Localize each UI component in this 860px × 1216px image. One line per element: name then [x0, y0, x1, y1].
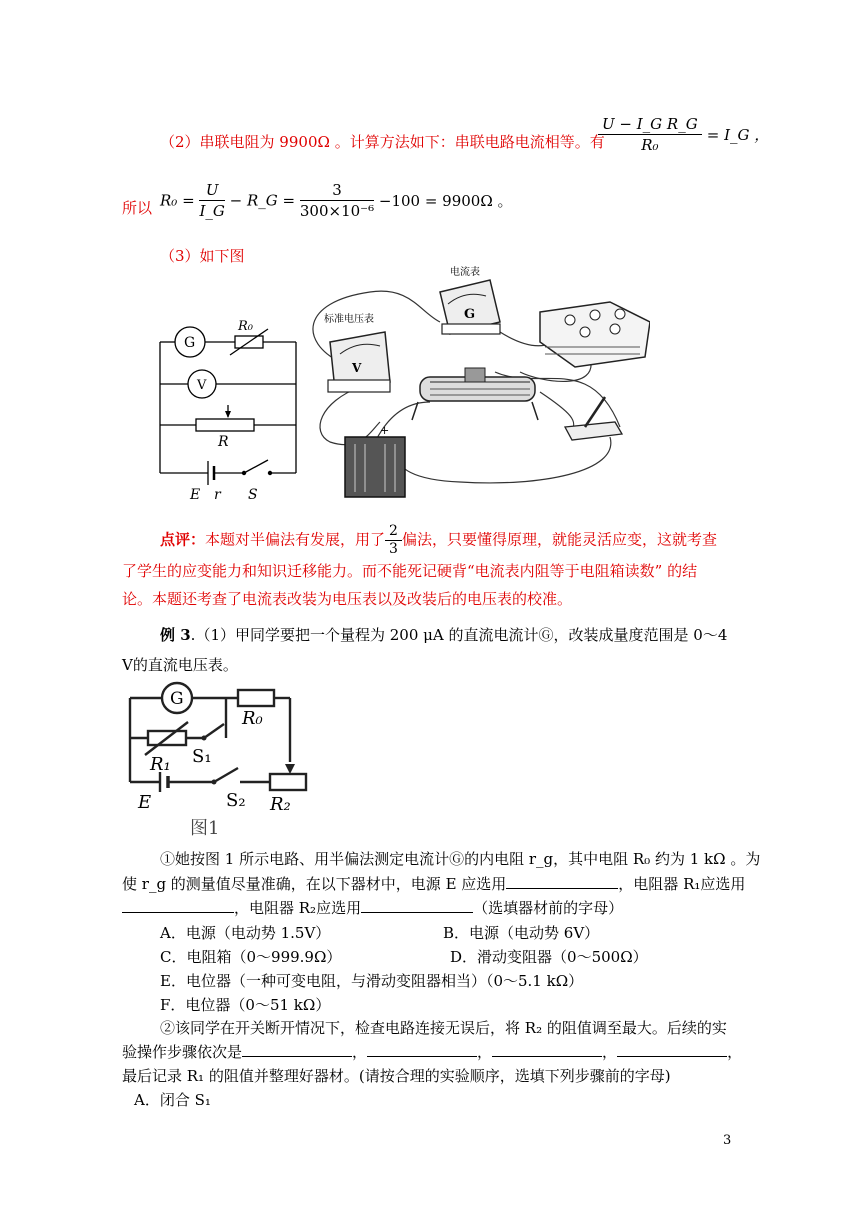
example-3-line-1	[160, 624, 727, 645]
battery	[345, 424, 405, 497]
answer-blank-step-3[interactable]	[492, 1042, 602, 1057]
question-1-line-2	[122, 873, 745, 894]
question-1-text-b: ，电阻器 R₁应选用	[618, 875, 746, 893]
figure-1-half-deflection-circuit	[120, 680, 310, 840]
separator-3: ，	[602, 1043, 618, 1061]
equation-1	[598, 114, 769, 155]
equation-2-fraction-2	[300, 180, 374, 221]
circuit1-e-label: E	[190, 487, 201, 503]
comment-line-2: 了学生的应变能力和知识迁移能力。而不能死记硬背“电流表内阻等于电阻箱读数” 的结	[122, 562, 698, 580]
apparatus-drawing	[300, 262, 650, 512]
equation-2-f2-den: 300×10⁻⁶	[299, 202, 375, 220]
ammeter-g-text: G	[464, 307, 476, 322]
question-2-line-1: ②该同学在开关断开情况下，检查电路连接无误后，将 R₂ 的阻值调至最大。后续的实	[160, 1019, 727, 1037]
figure1-r0-label: R₀	[242, 708, 263, 729]
question-1-line-3	[122, 897, 623, 918]
comment-label: 点评：	[160, 530, 206, 549]
example-3-text: .（1）甲同学要把一个量程为 200 μA 的直流电流计Ⓖ，改装成量度范围是 0～4	[190, 626, 728, 644]
step-a: A．闭合 S₁	[134, 1091, 211, 1109]
question-2-line-2	[122, 1041, 742, 1062]
equation-1-numerator: U − I_G R_G	[598, 114, 702, 135]
figure1-caption: 图1	[190, 818, 220, 839]
equation-2-fraction-1	[199, 180, 224, 221]
circuit1-v-label: V	[197, 378, 207, 393]
example-3-label: 例 3	[160, 626, 191, 644]
equation-2-mid: − R_G =	[229, 191, 296, 210]
question-2-line-3: 最后记录 R₁ 的阻值并整理好器材。(请按合理的实验顺序，选填下列步骤前的字母)	[122, 1067, 671, 1085]
separator-4: ，	[727, 1043, 743, 1061]
solution-line-3: （3）如下图	[160, 247, 245, 265]
comment-text-a: 本题对半偏法有发展，用了	[205, 530, 386, 549]
equation-1-fraction	[598, 114, 702, 155]
option-c: C．电阻箱（0～999.9Ω）	[160, 948, 342, 966]
comment-frac-num: 2	[385, 523, 402, 541]
equation-2-lhs: R₀ =	[160, 191, 195, 210]
circuit1-r-internal-label: r	[214, 487, 221, 503]
option-d: D．滑动变阻器（0～500Ω）	[450, 948, 648, 966]
answer-blank-r2[interactable]	[361, 898, 473, 913]
figure1-g-label: G	[170, 689, 184, 709]
voltmeter-device	[328, 332, 390, 392]
circuit1-r0-label: R₀	[238, 319, 253, 334]
separator-2: ，	[477, 1043, 493, 1061]
question-2-text-a: 验操作步骤依次是	[122, 1043, 243, 1061]
voltmeter-label: 标准电压表	[324, 314, 374, 325]
answer-blank-step-2[interactable]	[367, 1042, 477, 1057]
figure1-s1-label: S₁	[192, 746, 212, 767]
voltmeter-v-text: V	[352, 361, 362, 375]
equation-2-tail: −100 = 9900Ω 。	[378, 192, 513, 210]
solution-line-2a: （2）串联电阻为 9900Ω 。计算方法如下：串联电路电流相等。有	[160, 133, 605, 151]
resistance-box	[540, 302, 650, 367]
comment-frac-den: 3	[389, 541, 398, 557]
knife-switch	[565, 397, 622, 440]
figure1-e-label: E	[138, 792, 152, 813]
svg-text:+: +	[380, 424, 390, 437]
comment-fraction	[385, 523, 402, 558]
question-1-text-a: 使 r_g 的测量值尽量准确，在以下器材中，电源 E 应选用	[122, 875, 507, 893]
answer-blank-r1[interactable]	[122, 898, 234, 913]
equation-2-f1-den: I_G	[199, 202, 225, 220]
equation-2	[160, 180, 513, 221]
comment-line-3: 论。本题还考查了电流表改装为电压表以及改装后的电压表的校准。	[122, 590, 573, 608]
equation-2-f1-num: U	[199, 180, 224, 201]
circuit-diagram-voltmeter-calibration	[150, 315, 310, 510]
answer-blank-step-4[interactable]	[617, 1042, 727, 1057]
option-e: E．电位器（一种可变电阻，与滑动变阻器相当）（0～5.1 kΩ）	[160, 972, 584, 990]
ammeter-device	[440, 280, 500, 334]
question-1-text-c: ，电阻器 R₂应选用	[234, 899, 362, 917]
circuit1-r-label: R	[218, 434, 229, 450]
example-3-line-2: V的直流电压表。	[122, 656, 238, 674]
answer-blank-e[interactable]	[506, 874, 618, 889]
question-1-text-d: （选填器材前的字母）	[473, 899, 624, 917]
rheostat	[412, 368, 538, 420]
equation-1-rhs: = I_G ，	[706, 126, 770, 144]
answer-blank-step-1[interactable]	[242, 1042, 352, 1057]
question-1-line-1: ①她按图 1 所示电路、用半偏法测定电流计Ⓖ的内电阻 r_g，其中电阻 R₀ 约为 1 kΩ 。为	[160, 850, 761, 868]
figure1-r1-label: R₁	[150, 754, 171, 775]
option-b: B．电源（电动势 6V）	[443, 924, 600, 942]
option-a: A．电源（电动势 1.5V）	[160, 924, 331, 942]
figure1-s2-label: S₂	[226, 790, 246, 811]
equation-2-f2-num: 3	[300, 180, 374, 201]
circuit1-g-label: G	[184, 335, 196, 351]
circuit1-s-label: S	[248, 487, 258, 503]
equation-1-denominator: R₀	[641, 136, 659, 154]
solution-line-2b-prefix: 所以	[122, 199, 153, 217]
option-f: F．电位器（0～51 kΩ）	[160, 996, 331, 1014]
ammeter-label: 电流表	[450, 267, 480, 278]
comment-text-b: 偏法，只要懂得原理，就能灵活应变，这就考查	[401, 530, 717, 549]
separator-1: ，	[352, 1043, 368, 1061]
comment-line-1	[160, 523, 717, 558]
figure1-r2-label: R₂	[270, 794, 291, 815]
page-number: 3	[723, 1133, 732, 1148]
